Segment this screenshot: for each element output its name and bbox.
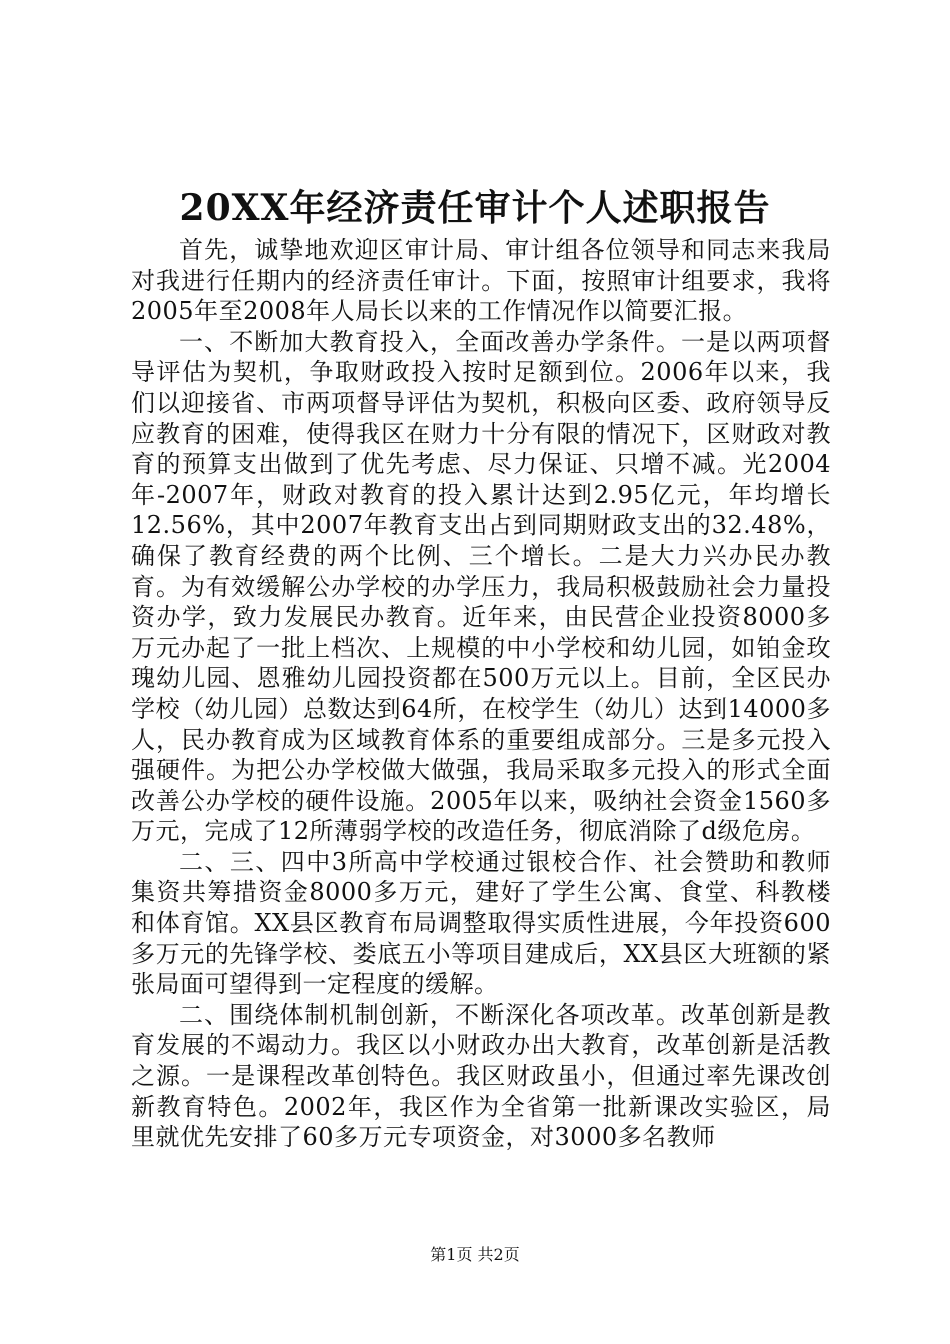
paragraph: 一、不断加大教育投入，全面改善办学条件。一是以两项督导评估为契机，争取财政投入按时足额到位。2006年以来，我们以迎接省、市两项督导评估为契机，积极向区委、政府领导反应教育的困难，使得我区在财力十分有限的情况下，区财政对教育的预算支出做到了优先考虑、尽力保证、只增不减。光2004年-2007年，财政对教育的投入累计达到2.95亿元，年均增长12.56%，其中2007年教育支出占到同期财政支出的32.48%，确保了教育经费的两个比例、三个增长。二是大力兴办民办教育。为有效缓解公办学校的办学压力，我局积极鼓励社会力量投资办学，致力发展民办教育。近年来，由民营企业投资8000多万元办起了一批上档次、上规模的中小学校和幼儿园，如铂金玫瑰幼儿园、恩雅幼儿园投资都在500万元以上。目前，全区民办学校（幼儿园）总数达到64所，在校学生（幼儿）达到14000多人，民办教育成为区域教育体系的重要组成部分。三是多元投入强硬件。为把公办学校做大做强，我局采取多元投入的形式全面改善公办学校的硬件设施。2005年以来，吸纳社会资金1560多万元，完成了12所薄弱学校的改造任务，彻底消除了d级危房。 [131,327,831,846]
paragraph: 首先，诚挚地欢迎区审计局、审计组各位领导和同志来我局对我进行任期内的经济责任审计。下面，按照审计组要求，我将2005年至2008年人局长以来的工作情况作以简要汇报。 [131,236,831,326]
paragraph: 二、三、四中3所高中学校通过银校合作、社会赞助和教师集资共筹措资金8000多万元，建好了学生公寓、食堂、科教楼和体育馆。XX县区教育布局调整取得实质性进展，今年投资600多万元的先锋学校、娄底五小等项目建成后，XX县区大班额的紧张局面可望得到一定程度的缓解。 [131,847,831,999]
document-title: 20XX年经济责任审计个人述职报告 [179,187,771,229]
document-body [131,235,831,1153]
paragraph: 二、围绕体制机制创新，不断深化各项改革。改革创新是教育发展的不竭动力。我区以小财政办出大教育，改革创新是活教之源。一是课程改革创特色。我区财政虽小，但通过率先课改创新教育特色。2002年，我区作为全省第一批新课改实验区，局里就优先安排了60多万元专项资金，对3000多名教师 [131,1000,831,1152]
page-number-footer: 第1页 共2页 [430,1245,520,1264]
